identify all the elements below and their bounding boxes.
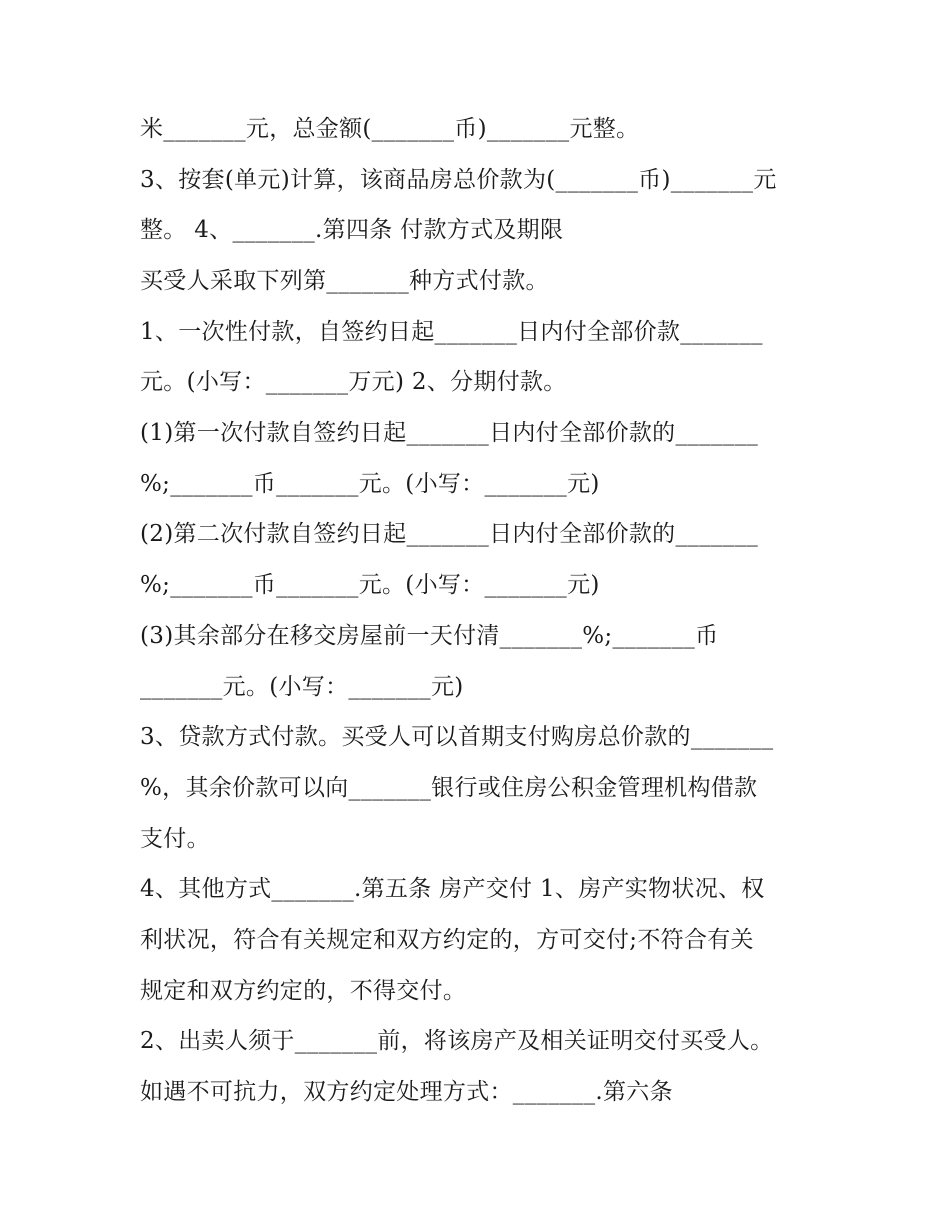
- text-line: (3)其余部分在移交房屋前一天付清_______%;_______币: [140, 623, 719, 649]
- text-line: _______元。(小写：_______元): [140, 674, 464, 700]
- text-line: 4、其他方式_______.第五条 房产交付 1、房产实物状况、权: [140, 876, 765, 902]
- text-line: 买受人采取下列第_______种方式付款。: [140, 268, 549, 294]
- text-line: (2)第二次付款自签约日起_______日内付全部价款的_______: [140, 521, 759, 547]
- text-line: (1)第一次付款自签约日起_______日内付全部价款的_______: [140, 420, 759, 446]
- text-line: 元。(小写：_______万元) 2、分期付款。: [140, 369, 567, 395]
- text-line: %;_______币_______元。(小写：_______元): [140, 572, 600, 598]
- text-line: 3、按套(单元)计算，该商品房总价款为(_______币)_______元: [140, 167, 777, 193]
- text-line: 利状况，符合有关规定和双方约定的，方可交付;不符合有关: [140, 927, 754, 953]
- text-line: %，其余价款可以向_______银行或住房公积金管理机构借款: [140, 775, 758, 801]
- text-line: 3、贷款方式付款。买受人可以首期支付购房总价款的_______: [140, 724, 774, 750]
- text-line: %;_______币_______元。(小写：_______元): [140, 471, 600, 497]
- text-line: 规定和双方约定的，不得交付。: [140, 978, 467, 1004]
- text-line: 整。 4、_______.第四条 付款方式及期限: [140, 217, 564, 243]
- text-line: 1、一次性付款，自签约日起_______日内付全部价款_______: [140, 319, 763, 345]
- text-line: 2、出卖人须于_______前，将该房产及相关证明交付买受人。: [140, 1028, 774, 1054]
- text-line: 支付。: [140, 826, 210, 852]
- text-line: 如遇不可抗力，双方约定处理方式：_______.第六条: [140, 1079, 673, 1105]
- text-line: 米_______元，总金额(_______币)_______元整。: [140, 116, 640, 142]
